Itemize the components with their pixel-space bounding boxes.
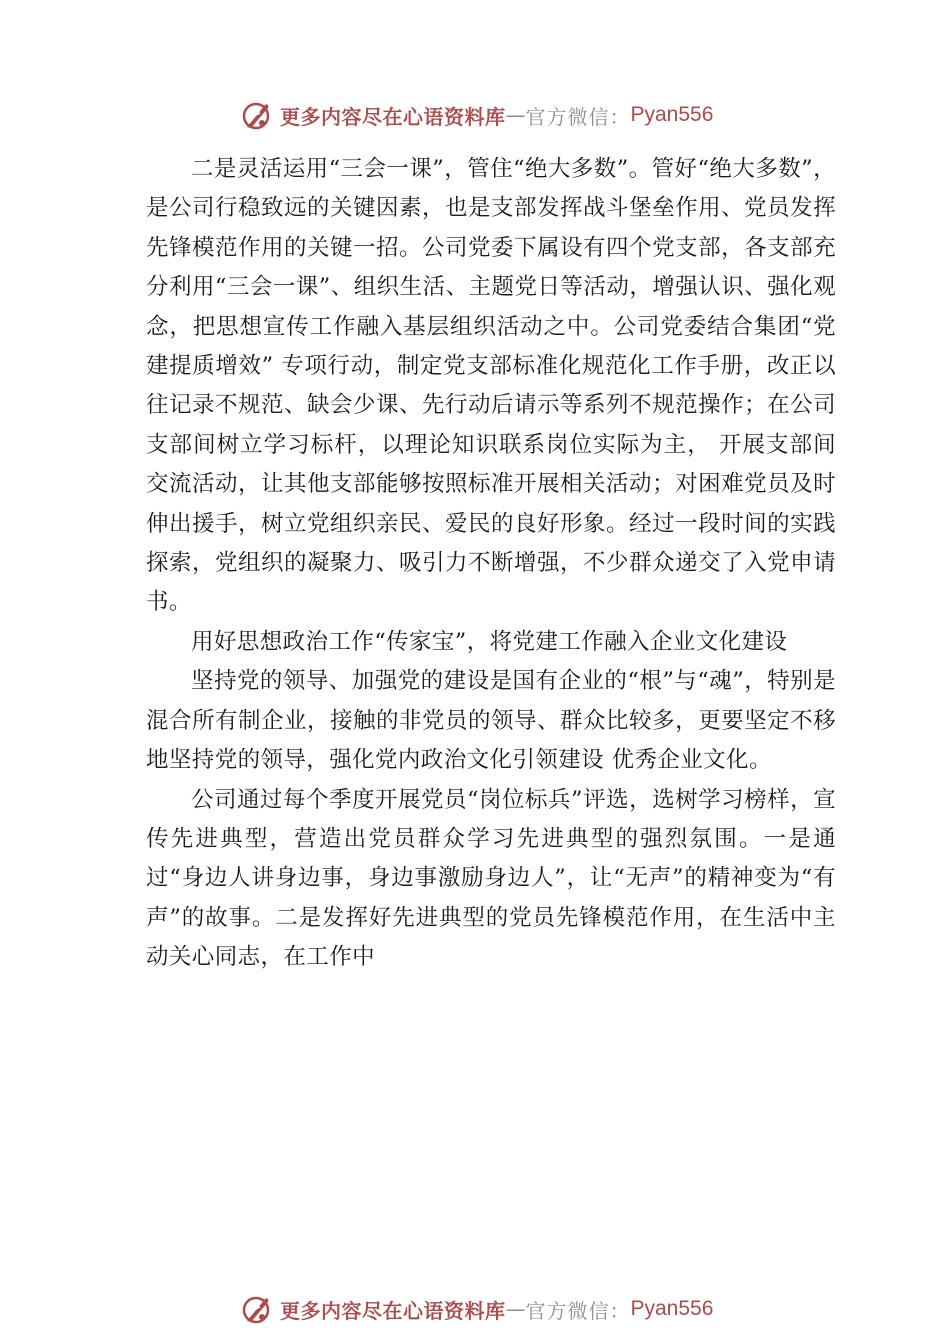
paragraph-2: 坚持党的领导、加强党的建设是国有企业的“根”与“魂”，特别是混合所有制企业，接触的非党员的领导、群众比较多，更要坚定不移地坚持党的领导，强化党内政治文化引领建设 优秀企业文化。 [146,668,836,774]
footer-wechat-label: 官方微信： [525,1298,631,1323]
footer-wechat-id: Pyan556 [630,1297,714,1320]
paragraph-1: 二是灵活运用“三会一课”，管住“绝大多数”。管好“绝大多数”，是公司行稳致远的关键因素，也是支部发挥战斗堡垒作用、党员发挥先锋模范作用的关键一招。公司党委下属设有四个党支部，各支部充分利用“三会一课”、组织生活、主题党日等活动，增强认识、强化观念，把思想宣传工作融入基层组织活动之中。公司党委结合集团“党建提质增效” 专项行动，制定党支部标准化规范化工作手册，改正以往记录不规范、缺会少课、先行动后请示等系列不规范操作；在公司支部间树立学习标杆，以理论知识联系岗位实际为主， 开展支部间交流活动，让其他支部能够按照标准开展相关活动；对困难党员及时伸出援手，树立党组织亲民、爱民的良好形象。经过一段时间的实践探索，党组织的凝聚力、吸引力不断增强，不少群众递交了入党申请书。 [146,156,836,616]
header-wechat-label: 官方微信： [525,104,631,129]
footer-banner [238,1290,713,1328]
footer-brand: 更多内容尽在心语资料库 [280,1298,506,1323]
document-body [146,150,836,978]
header-brand: 更多内容尽在心语资料库 [280,104,506,129]
section-heading: 用好思想政治工作“传家宝”，将党建工作融入企业文化建设 [191,628,788,655]
header-separator: — [505,103,526,127]
quill-logo-icon [238,1291,274,1327]
header-wechat-id: Pyan556 [630,103,714,126]
header-banner [238,96,713,134]
footer-separator: — [505,1297,526,1321]
quill-logo-icon [238,97,274,133]
paragraph-3: 公司通过每个季度开展党员“岗位标兵”评选，选树学习榜样，宣传先进典型，营造出党员群众学习先进典型的强烈氛围。一是通过“身边人讲身边事，身边事激励身边人”，让“无声”的精神变为“有声”的故事。二是发挥好先进典型的党员先锋模范作用，在生活中主动关心同志，在工作中 [146,786,836,971]
